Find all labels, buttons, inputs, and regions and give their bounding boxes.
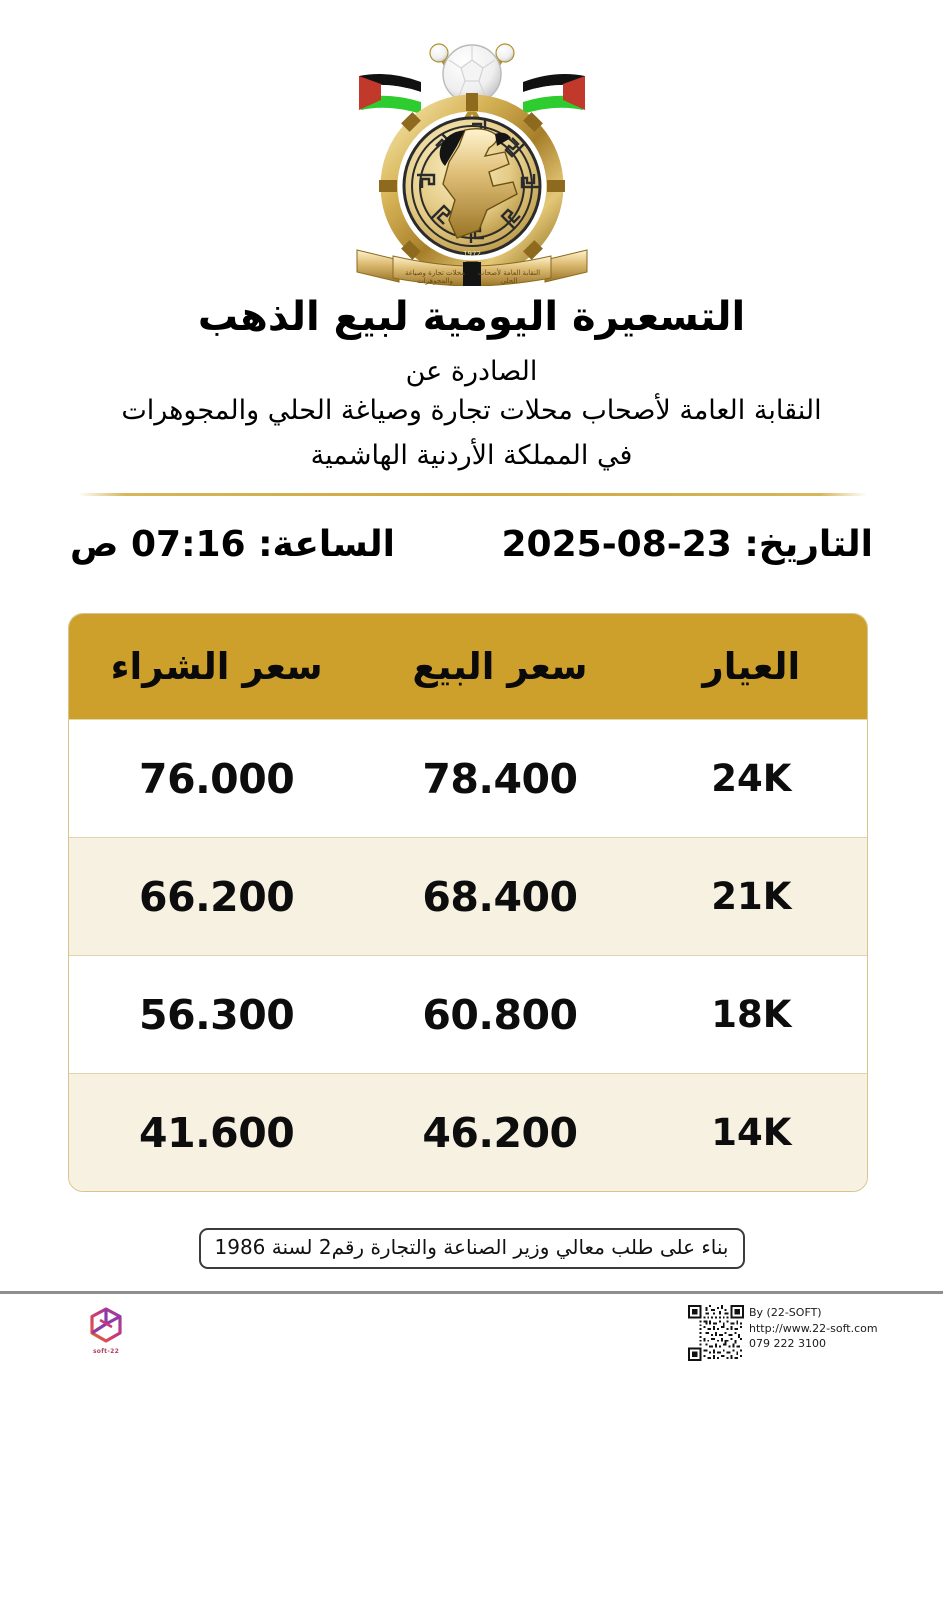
cube-logo-icon: [89, 1307, 123, 1343]
vendor-phone: 079 222 3100: [749, 1337, 826, 1351]
table-row: [69, 837, 867, 955]
qr-code[interactable]: [688, 1305, 744, 1361]
cell-buy-price: 41.600: [139, 1108, 295, 1157]
cell-buy-price: 56.300: [139, 990, 295, 1039]
table-header-row: [69, 614, 867, 719]
vendor-by-line: By (22-SOFT): [749, 1306, 822, 1319]
svg-text:النقابة العامة لأصحاب: النقابة العامة لأصحاب: [477, 269, 540, 277]
legal-note-text: بناء على طلب معالي وزير الصناعة والتجارة رقم2 لسنة 1986: [214, 1235, 729, 1259]
gold-price-table: [68, 613, 868, 1192]
date-time-row: [70, 524, 873, 565]
column-header-sell-price: سعر البيع: [412, 645, 588, 688]
cell-sell-price: 78.400: [422, 754, 578, 803]
page-title: التسعيرة اليومية لبيع الذهب: [197, 294, 746, 340]
header-text-block: [0, 292, 943, 475]
cell-sell-price: 68.400: [422, 872, 578, 921]
cell-sell-price: 46.200: [422, 1108, 578, 1157]
time-value: الساعة: 07:16 ص: [70, 524, 395, 565]
union-emblem-svg: [337, 34, 607, 286]
table-row: [69, 955, 867, 1073]
footer: [0, 1299, 943, 1371]
table-row: [69, 1073, 867, 1191]
union-emblem-logo: [0, 34, 943, 289]
jordan-flag-right-icon: [523, 74, 585, 114]
vendor-info-group: [688, 1305, 878, 1361]
vendor-text-lines: [749, 1305, 878, 1352]
column-header-buy-price: سعر الشراء: [110, 645, 323, 688]
date-value: التاريخ: 23-08-2025: [501, 524, 873, 565]
cell-karat: 24K: [711, 757, 792, 800]
column-header-karat: العيار: [702, 645, 801, 688]
cell-karat: 18K: [711, 993, 792, 1036]
svg-text:محلات تجارة وصياغة: محلات تجارة وصياغة: [404, 269, 465, 277]
cell-buy-price: 66.200: [139, 872, 295, 921]
legal-note-box: [199, 1228, 745, 1269]
cell-buy-price: 76.000: [139, 754, 295, 803]
brand-logo: [83, 1307, 129, 1355]
brand-logo-label: 22-soft: [92, 1348, 120, 1355]
cell-sell-price: 60.800: [422, 990, 578, 1039]
vendor-url[interactable]: http://www.22-soft.com: [749, 1321, 878, 1335]
cell-karat: 14K: [711, 1111, 792, 1154]
svg-text:الحلي: الحلي: [500, 277, 517, 285]
cell-karat: 21K: [711, 875, 792, 918]
svg-text:والمجوهرات: والمجوهرات: [416, 277, 453, 285]
authority-location: في المملكة الأردنية الهاشمية: [310, 439, 633, 471]
jordan-flag-left-icon: [359, 74, 421, 114]
table-row: [69, 719, 867, 837]
issued-by-label: الصادرة عن: [405, 356, 538, 388]
authority-name: النقابة العامة لأصحاب محلات تجارة وصياغة الحلي والمجوهرات: [121, 394, 822, 426]
footer-divider: [0, 1291, 943, 1294]
gold-divider: [78, 493, 867, 496]
founding-year-text: 1972: [462, 250, 481, 258]
